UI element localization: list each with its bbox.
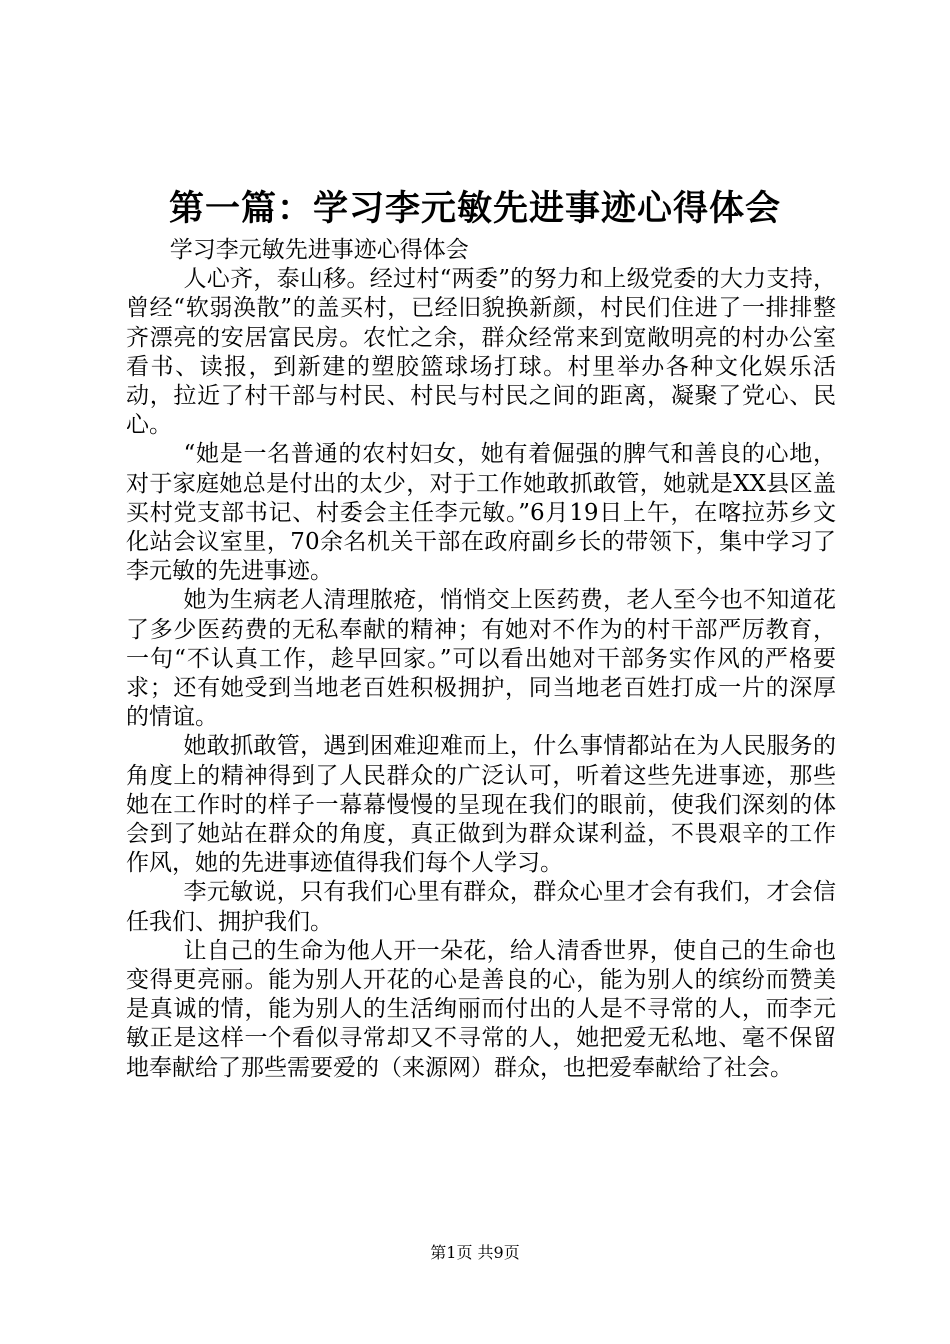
paragraph: “她是一名普通的农村妇女，她有着倔强的脾气和善良的心地，对于家庭她总是付出的太少，对于工作她敢抓敢管，她就是XX县区盖买村党支部书记、村委会主任李元敏。”6月19日上午，在喀拉苏乡文化站会议室里，70余名机关干部在政府副乡长的带领下，集中学习了李元敏的先进事迹。 [126, 441, 836, 585]
paragraph: 人心齐，泰山移。经过村“两委”的努力和上级党委的大力支持，曾经“软弱涣散”的盖买村，已经旧貌换新颜，村民们住进了一排排整齐漂亮的安居富民房。农忙之余，群众经常来到宽敞明亮的村办公室看书、读报，到新建的塑胶篮球场打球。村里举办各种文化娱乐活动，拉近了村干部与村民、村民与村民之间的距离，凝聚了党心、民心。 [126, 266, 836, 439]
document-body [126, 236, 836, 1083]
paragraph: 她敢抓敢管，遇到困难迎难而上，什么事情都站在为人民服务的角度上的精神得到了人民群众的广泛认可，听着这些先进事迹，那些她在工作时的样子一幕幕慢慢的呈现在我们的眼前，使我们深刻的体会到了她站在群众的角度，真正做到为群众谋利益，不畏艰辛的工作作风，她的先进事迹值得我们每个人学习。 [126, 733, 836, 877]
paragraph: 她为生病老人清理脓疮，悄悄交上医药费，老人至今也不知道花了多少医药费的无私奉献的精神；有她对不作为的村干部严厉教育，一句“不认真工作，趁早回家。”可以看出她对干部务实作风的严格要求；还有她受到当地老百姓积极拥护，同当地老百姓打成一片的深厚的情谊。 [126, 587, 836, 731]
paragraph: 让自己的生命为他人开一朵花，给人清香世界，使自己的生命也变得更亮丽。能为别人开花的心是善良的心，能为别人的缤纷而赞美是真诚的情，能为别人的生活绚丽而付出的人是不寻常的人，而李元敏正是这样一个看似寻常却又不寻常的人，她把爱无私地、毫不保留地奉献给了那些需要爱的（来源网）群众，也把爱奉献给了社会。 [126, 937, 836, 1081]
paragraph: 李元敏说，只有我们心里有群众，群众心里才会有我们，才会信任我们、拥护我们。 [126, 879, 836, 935]
document-title: 第一篇：学习李元敏先进事迹心得体会 [168, 188, 781, 229]
document-subtitle: 学习李元敏先进事迹心得体会 [169, 237, 469, 263]
page-number: 第1页 共9页 [430, 1243, 520, 1262]
